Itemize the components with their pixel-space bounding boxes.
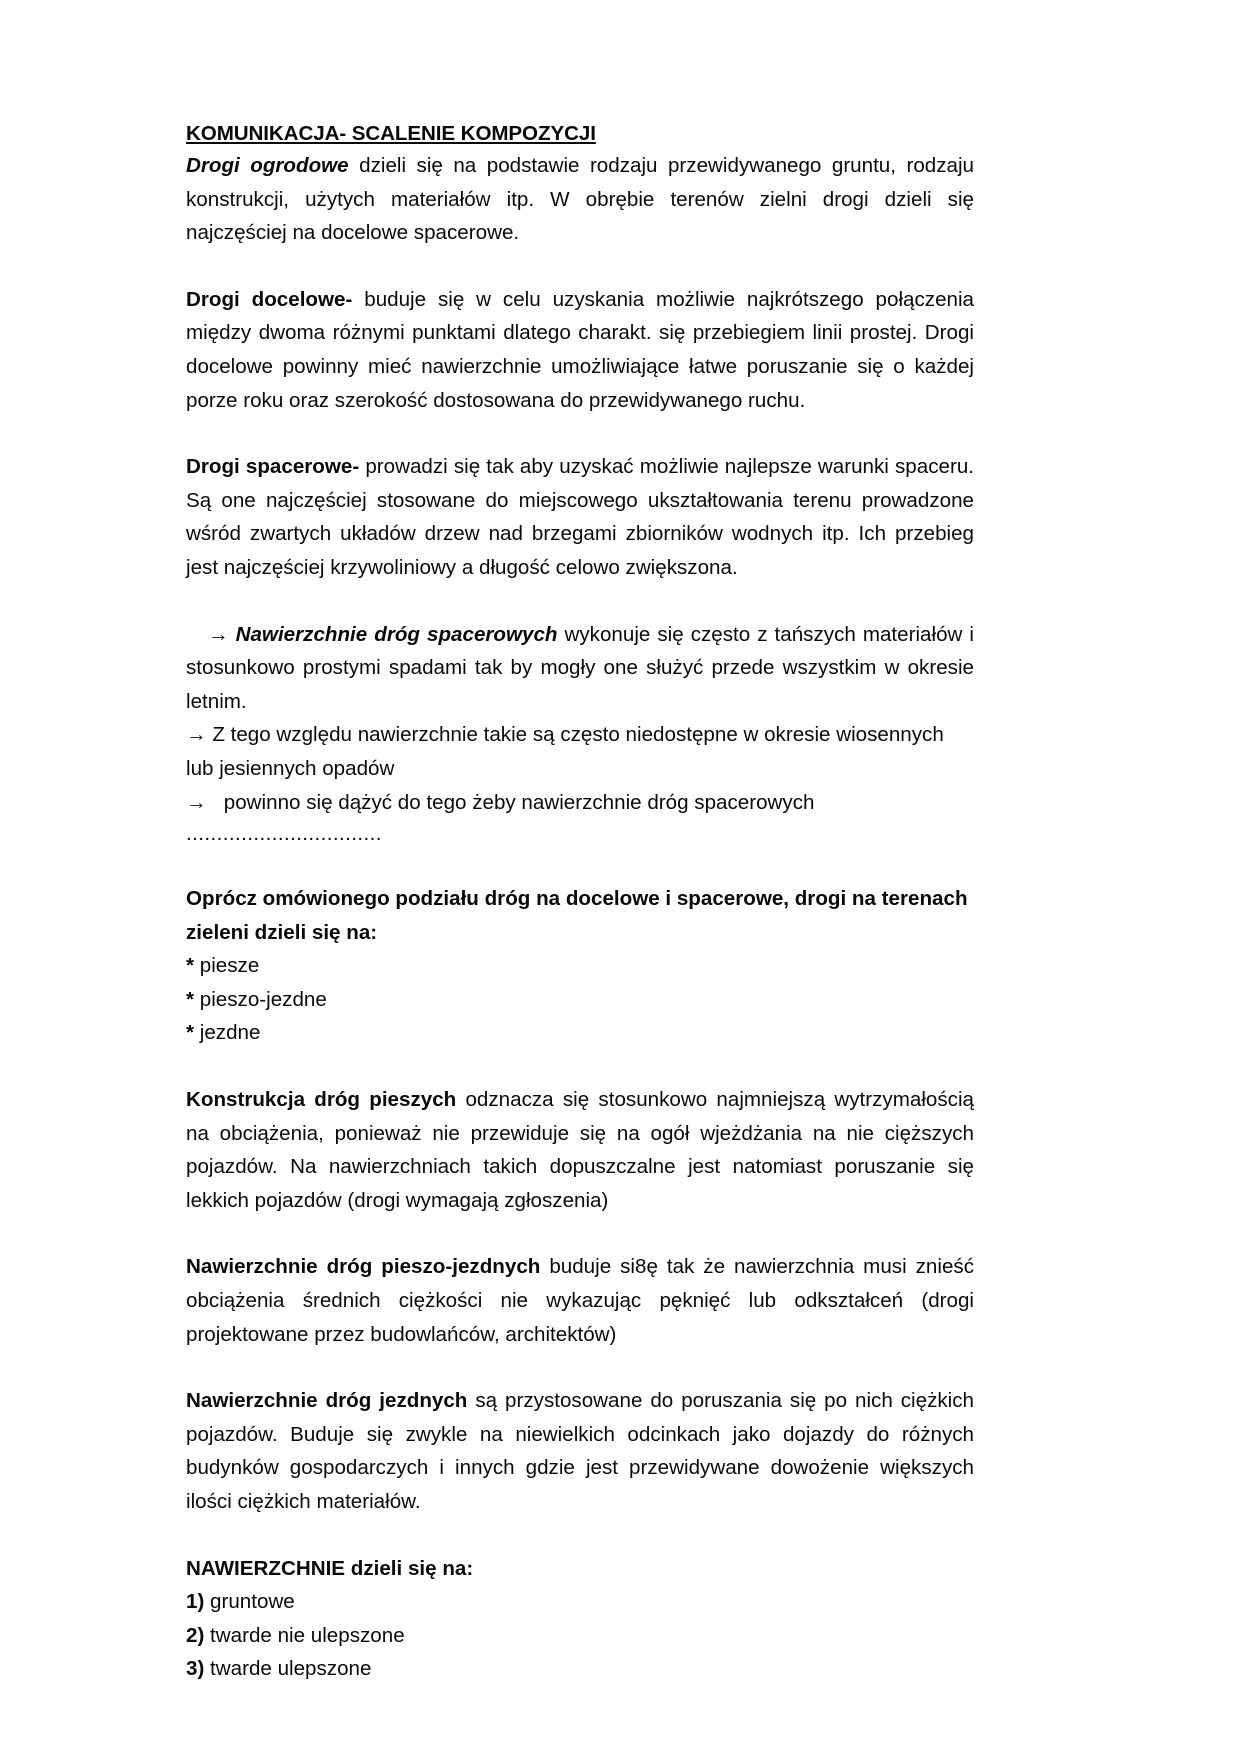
term-drogi-docelowe: Drogi docelowe- xyxy=(186,287,353,311)
paragraph-drogi-ogrodowe-text: dzieli się na podstawie rodzaju przewidywanego gruntu, rodzaju konstrukcji, użytych materiałów itp. W obrębie terenów zielni drogi dzieli się najczęściej na docelowe spacerowe. xyxy=(186,154,975,245)
arrow-item-powinno-sie-dazyc xyxy=(186,786,974,820)
spacer xyxy=(186,1050,974,1083)
list-marker: 1) xyxy=(186,1590,205,1614)
list-item xyxy=(186,1619,974,1653)
term-nawierzchnie-drog-spacerowych: Nawierzchnie dróg spacerowych xyxy=(235,622,558,646)
list-item-label: twarde nie ulepszone xyxy=(210,1623,405,1647)
paragraph-nawierzchnie-dzieli-sie-text: NAWIERZCHNIE dzieli się na: xyxy=(186,1556,474,1580)
page-title: KOMUNIKACJA- SCALENIE KOMPOZYCJI xyxy=(186,122,596,145)
spacer xyxy=(186,1217,974,1250)
spacer xyxy=(186,1351,974,1384)
star-bullet-icon: * xyxy=(186,987,195,1011)
paragraph-oprocz-podzialu xyxy=(186,882,974,949)
spacer xyxy=(186,849,974,882)
paragraph-drogi-spacerowe-text: prowadzi się tak aby uzyskać możliwie najlepsze warunki spaceru. Są one najczęściej stosowane do miejscowego ukształtowania terenu prowadzone wśród zwartych układów drzew nad brzegami zbiorników wodnych itp. Ich przebieg jest najczęściej krzywoliniowy a długość celowo zwiększona. xyxy=(186,455,974,579)
right-arrow-icon: → xyxy=(186,723,207,747)
document-body xyxy=(186,118,974,1686)
paragraph-drogi-docelowe-text: buduje się w celu uzyskania możliwie najkrótszego połączenia między dwoma różnymi punktami dlatego charakt. się przebiegiem linii prostej. Drogi docelowe powinny mieć nawierzchnie umożliwiające łatwe poruszanie się o każdej porze roku oraz szerokość dostosowana do przewidywanego ruchu. xyxy=(186,287,975,412)
paragraph-drogi-ogrodowe xyxy=(186,149,974,250)
list-marker: 2) xyxy=(186,1623,205,1647)
list-item xyxy=(186,1652,974,1686)
paragraph-nawierzchnie-dzieli-sie xyxy=(186,1552,974,1586)
dotted-blank-line: ................................ xyxy=(186,822,382,846)
arrow-item-niedostepne xyxy=(186,718,974,785)
list-item-label: pieszo-jezdne xyxy=(199,987,327,1011)
term-nawierzchnie-drog-jezdnych: Nawierzchnie dróg jezdnych xyxy=(186,1389,468,1413)
arrow-item-nawierzchnie-spacerowych-text: wykonuje się często z tańszych materiałów i stosunkowo prostymi spadami tak by mogły one służyć przede wszystkim w okresie letnim. xyxy=(186,622,974,713)
paragraph-konstrukcja-drog-pieszych xyxy=(186,1083,974,1217)
star-bullet-icon: * xyxy=(186,1021,195,1045)
paragraph-drogi-spacerowe xyxy=(186,450,974,584)
paragraph-konstrukcja-drog-pieszych-text: odznacza się stosunkowo najmniejszą wytrzymałością na obciążenia, ponieważ nie przewiduje się na ogół wjeżdżania na nie cięższych pojazdów. Na nawierzchniach takich dopuszczalne jest natomiast poruszanie się lekkich pojazdów (drogi wymagają zgłoszenia) xyxy=(186,1088,974,1212)
paragraph-drogi-docelowe xyxy=(186,283,974,417)
star-bullet-icon: * xyxy=(186,954,195,978)
star-list xyxy=(186,949,974,1050)
spacer xyxy=(186,250,974,283)
paragraph-nawierzchnie-jezdnych xyxy=(186,1384,974,1518)
list-item xyxy=(186,1585,974,1619)
term-drogi-ogrodowe: Drogi ogrodowe xyxy=(186,154,349,177)
list-item xyxy=(186,1016,974,1050)
arrow-item-nawierzchnie-spacerowych xyxy=(186,618,974,719)
term-nawierzchnie-drog-pieszo-jezdnych: Nawierzchnie dróg pieszo-jezdnych xyxy=(186,1255,541,1279)
paragraph-nawierzchnie-jezdnych-text: są przystosowane do poruszania się po nich ciężkich pojazdów. Buduje się zwykle na niewielkich odcinkach jako dojazdy do różnych budynków gospodarczych i innych gdzie jest przewidywane dowożenie większych ilości ciężkich materiałów. xyxy=(186,1389,974,1513)
list-marker: 3) xyxy=(186,1657,205,1681)
list-item-label: twarde ulepszone xyxy=(210,1657,372,1681)
spacer xyxy=(186,417,974,450)
list-item-label: gruntowe xyxy=(210,1590,295,1614)
arrow-item-niedostepne-text: Z tego względu nawierzchnie takie są często niedostępne w okresie wiosennych lub jesiennych opadów xyxy=(186,723,944,780)
paragraph-nawierzchnie-pieszo-jezdnych xyxy=(186,1250,974,1351)
spacer xyxy=(186,1519,974,1552)
arrow-item-powinno-sie-dazyc-text: powinno się dążyć do tego żeby nawierzchnie dróg spacerowych xyxy=(223,790,815,814)
numbered-list xyxy=(186,1585,974,1686)
list-item-label: jezdne xyxy=(199,1021,261,1045)
right-arrow-icon: → xyxy=(186,790,207,814)
term-drogi-spacerowe: Drogi spacerowe- xyxy=(186,455,360,479)
paragraph-oprocz-podzialu-text: Oprócz omówionego podziału dróg na docelowe i spacerowe, drogi na terenach zieleni dzieli się na: xyxy=(186,887,968,944)
term-konstrukcja-drog-pieszych: Konstrukcja dróg pieszych xyxy=(186,1088,457,1112)
list-item xyxy=(186,983,974,1017)
spacer xyxy=(186,585,974,618)
right-arrow-icon: → xyxy=(208,622,229,646)
list-item xyxy=(186,949,974,983)
paragraph-nawierzchnie-pieszo-jezdnych-text: buduje si8ę tak że nawierzchnia musi znieść obciążenia średnich ciężkości nie wykazując pęknięć lub odkształceń (drogi projektowane przez budowlańców, architektów) xyxy=(186,1255,974,1346)
list-item-label: piesze xyxy=(199,954,260,978)
